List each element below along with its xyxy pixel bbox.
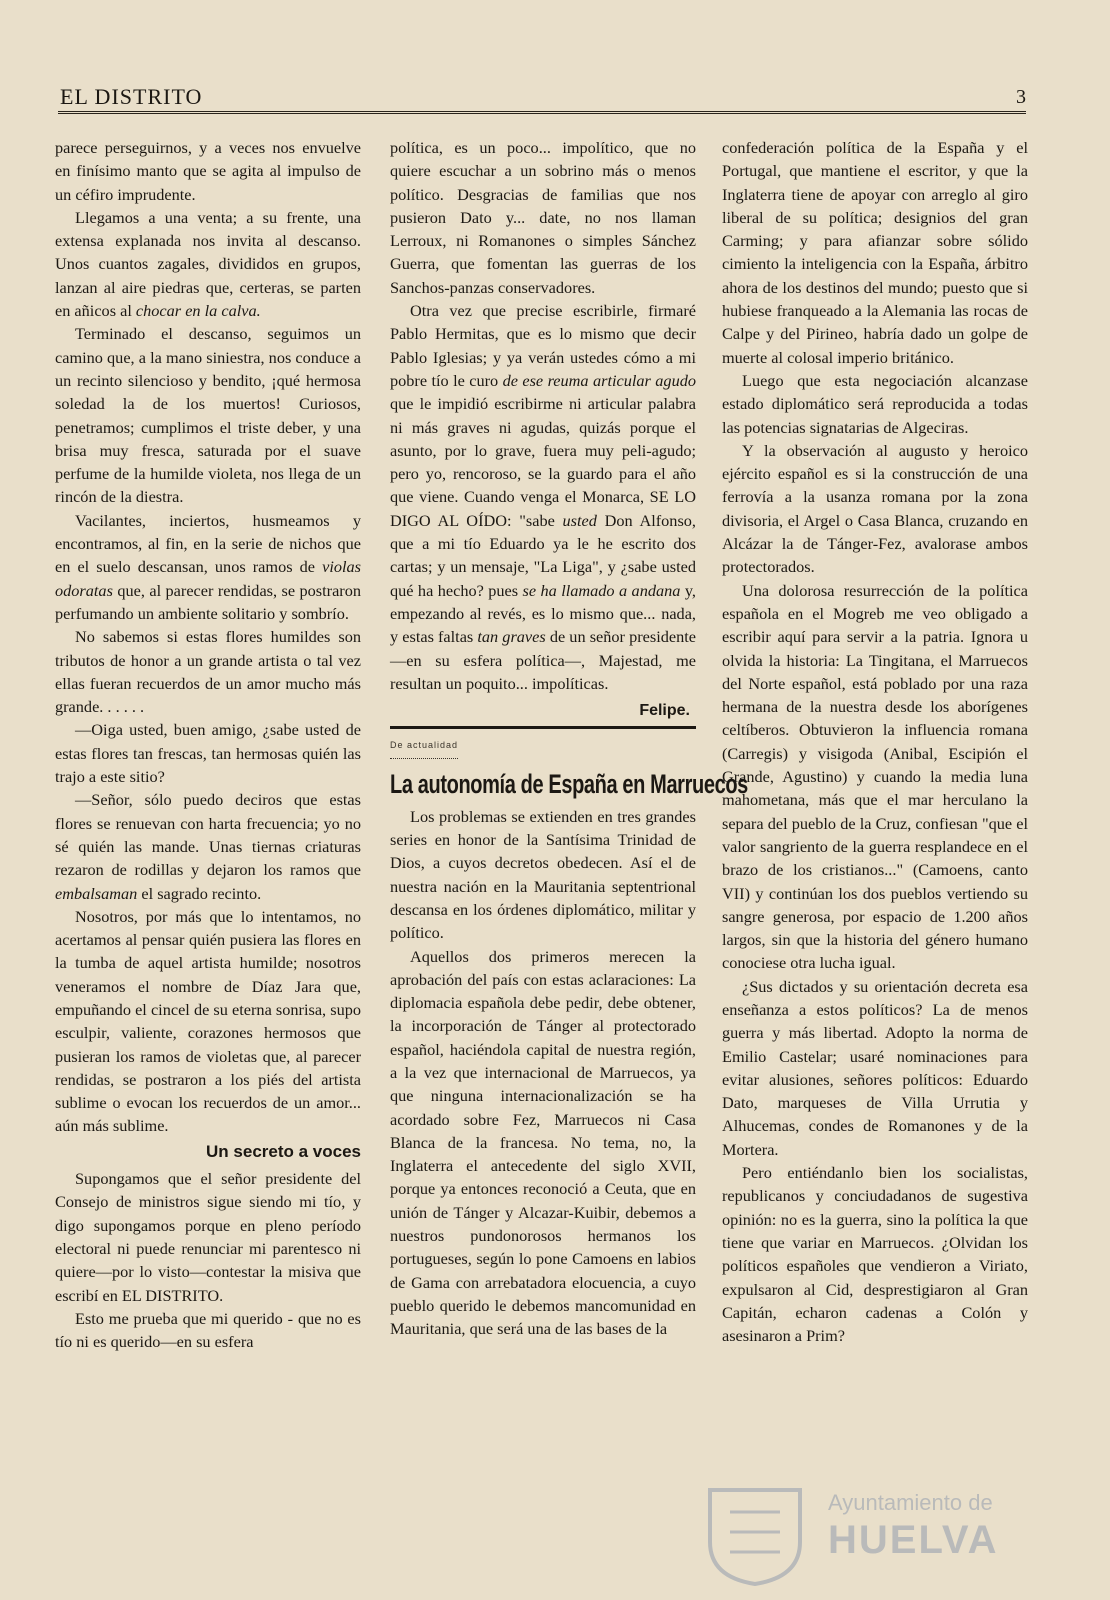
paragraph: Los problemas se extienden en tres grandes series en honor de la Santísima Trinidad de Dios, a cuyos decretos obedecen. Así el de nuestra nación en la Mauritania septentrional descansa en los órdenes diplomático, militar y político. <box>390 806 696 943</box>
paragraph: —Señor, sólo puedo deciros que estas flores se renuevan con harta frecuencia; yo no sé quién las mande. Unas tiernas criaturas rezaron de rodillas y dejaron los ramos que embalsaman el sagrado recinto. <box>55 790 361 903</box>
paragraph: Aquellos dos primeros merecen la aprobación del país con estas aclaraciones: La diplomacia española debe pedir, debe obtener, la incorporación de Tánger al protectorado español, haciéndola capital de nuestra región, a la vez que internacional de Marruecos, ya que ninguna internacionalización se ha acordado sobre Fez, Marruecos ni Casa Blanca de la francesa. No tema, no, la Inglaterra el antecedente del siglo XVII, porque ya entonces reconoció a Ceuta, que en unión de Tánger y Alcazar-Kuibir, debemos a nuestros pundonorosos hermanos los portugueses, según lo pone Camoens en labios de Gama con arrebatadora elocuencia, a cuyo pueblo querido le debemos mancomunidad en Mauritania, que será una de las bases de la <box>390 946 696 1339</box>
paragraph: Pero entiéndanlo bien los socialistas, republicanos y conciudadanos de sugestiva opinión: no es la guerra, sino la política la que tiene que variar en Marruecos. ¿Olvidan los políticos españoles que vendieron a Viriato, expulsaron al Cid, desprestigiaron al Gran Capitán, echaron cadenas a Colón y asesinaron a Prim? <box>722 1163 1028 1346</box>
paragraph: Vacilantes, inciertos, husmeamos y encontramos, al fin, en la serie de nichos que en el suelo descansan, unos ramos de violas odoratas que, al parecer rendidas, se postraron perfumando un ambiente solitario y sombrío. <box>55 510 361 623</box>
page-number: 3 <box>1016 86 1026 108</box>
paragraph: Y la observación al augusto y heroico ejército español es si la construcción de una ferrovía a la usanza romana por la zona divisoria, el Argel o Casa Blanca, cruzando en Alcázar la de Tánger-Fez, avalorase ambos protectorados. <box>722 440 1028 577</box>
page-header <box>58 84 1026 114</box>
column-2 <box>390 136 748 1341</box>
column-1 <box>55 136 361 1353</box>
paragraph: Luego que esta negociación alcanzase estado diplomático será reproducida a todas las potencias signatarias de Algeciras. <box>722 370 1028 437</box>
column-3 <box>722 136 1028 1347</box>
article-headline: La autonomía de España en Marruecos <box>390 768 748 799</box>
paragraph: confederación política de la España y el Portugal, que mantiene el escritor, y que la Inglaterra tiene de apoyar con arreglo al giro liberal de su política; designios del gran Carming; y para afianzar sobre sólido cimiento la inteligencia con la España, árbitro ahora de los destinos del mundo; puesto que si hubiese franqueado a la Alemania las rocas de Calpe y del Pirineo, habría dado un golpe de muerte al colosal imperio británico. <box>722 138 1028 367</box>
signature: Felipe. <box>639 702 690 720</box>
paragraph: ¿Sus dictados y su orientación decreta esa enseñanza a estos políticos? La de menos guerra y más libertad. Adopto la norma de Emilio Castelar; usaré nominaciones para evitar alusiones, señores políticos: Eduardo Dato, marqueses de Villa Urrutia y Alhucemas, condes de Romanones y de la Mortera. <box>722 976 1028 1159</box>
paragraph: —Oiga usted, buen amigo, ¿sabe usted de estas flores tan frescas, tan hermosas quién las trajo a este sitio? <box>55 720 361 787</box>
paragraph: Supongamos que el señor presidente del Consejo de ministros sigue siendo mi tío, y digo supongamos porque en pleno período electoral ni puede renunciar mi parentesco ni quiere—por lo visto—contestar la misiva que escribí en EL DISTRITO. <box>55 1169 361 1305</box>
watermark-line-1: Ayuntamiento de <box>828 1490 993 1515</box>
section-label: De actualidad <box>390 734 458 758</box>
archive-watermark <box>700 1482 1020 1587</box>
paragraph: Esto me prueba que mi querido - que no es tío ni es querido—en su esfera <box>55 1308 361 1352</box>
paragraph: Terminado el descanso, seguimos un camino que, a la mano siniestra, nos conduce a un recinto silencioso y bendito, ¡qué hermosa soledad la de los muertos! Curiosos, penetramos; cumplimos el triste deber, y una brisa muy fresca, saturada por el suave perfume de la humilde violeta, nos llega de un rincón de la diestra. <box>55 324 361 507</box>
paragraph: parece perseguirnos, y a veces nos envuelve en finísimo manto que se agita al impulso de un céfiro imprudente. <box>55 138 361 204</box>
header-rule <box>58 111 1026 114</box>
city-shield-icon <box>700 1482 810 1587</box>
paragraph: política, es un poco... impolítico, que no quiere escuchar a un sobrino más o menos político. Desgracias de familias que nos pusieron Dato y... date, no nos llaman Lerroux, ni Romanones o simples Sánchez Guerra, que fomentan las guerras de los Sanchos-panzas conservadores. <box>390 138 696 297</box>
paragraph: No sabemos si estas flores humildes son tributos de honor a un grande artista o tal vez ellas fueran recuerdos de un amor mucho más grande. . . . . . <box>55 627 361 717</box>
watermark-line-2: HUELVA <box>828 1518 999 1562</box>
article-separator <box>390 726 696 729</box>
paragraph: Nosotros, por más que lo intentamos, no acertamos al pensar quién pusiera las flores en la tumba de aquel artista humilde; nosotros veneramos el nombre de Díaz Jara que, empuñando el cincel de su eterna sonrisa, supo esculpir, valiente, corazones hermosos que pusieran los ramos de violetas que, al parecer rendidas, se postraron a los piés del artista sublime o evocan los recuerdos de un amor... aún más sublime. <box>55 906 361 1136</box>
paragraph: Una dolorosa resurrección de la política española en el Mogreb me veo obligado a escribir aquí para servir a la patria. Ignora u olvida la historia: La Tingitana, el Marruecos del Norte español, está poblado por una raza hermana de la nuestra desde los aborígenes celtíberos. Obtuvieron la influencia romana (Carregis) y visigoda (Anibal, Escipión el Grande, Agustino) y cuando la media luna mahometana, más que el mar herculano la separa del pueblo de la Cruz, confiesan "que el valor sangriento de la guerra resplandece en el brazo de los cristianos..." (Camoens, canto VII) y continúan los dos pueblos vertiendo su sangre generosa, por espacio de 1.200 años largos, sin que la historia del género humano conociese otra lucha igual. <box>722 580 1028 973</box>
paragraph: Llegamos a una venta; a su frente, una extensa explanada nos invita al descanso. Unos cuantos zagales, divididos en grupos, lanzan al aire piedras que, certeras, se parten en añicos al chocar en la calva. <box>55 207 361 321</box>
masthead-title: EL DISTRITO <box>60 84 203 109</box>
subheading: Un secreto a voces <box>206 1141 361 1161</box>
paragraph: Otra vez que precise escribirle, firmaré Pablo Hermitas, que es lo mismo que decir Pablo Iglesias; y ya verán ustedes cómo a mi pobre tío le curo de ese reuma articular agudo que le impidió escribirme ni articular palabra ni más graves ni agudas, quizás porque el asunto, por lo grave, fuera muy peli-agudo; pero yo, rencoroso, se la guardo para el año que viene. Cuando venga el Monarca, SE LO DIGO AL OÍDO: "sabe usted Don Alfonso, que a mi tío Eduardo ya le he escrito dos cartas; y un mensaje, "La Liga", y ¿sabe usted qué ha hecho? pues se ha llamado a andana y, empezando al revés, es lo mismo que... nada, y estas faltas tan graves de un señor presidente —en su esfera política—, Majestad, me resultan un poquito... impolíticas. <box>390 301 696 693</box>
